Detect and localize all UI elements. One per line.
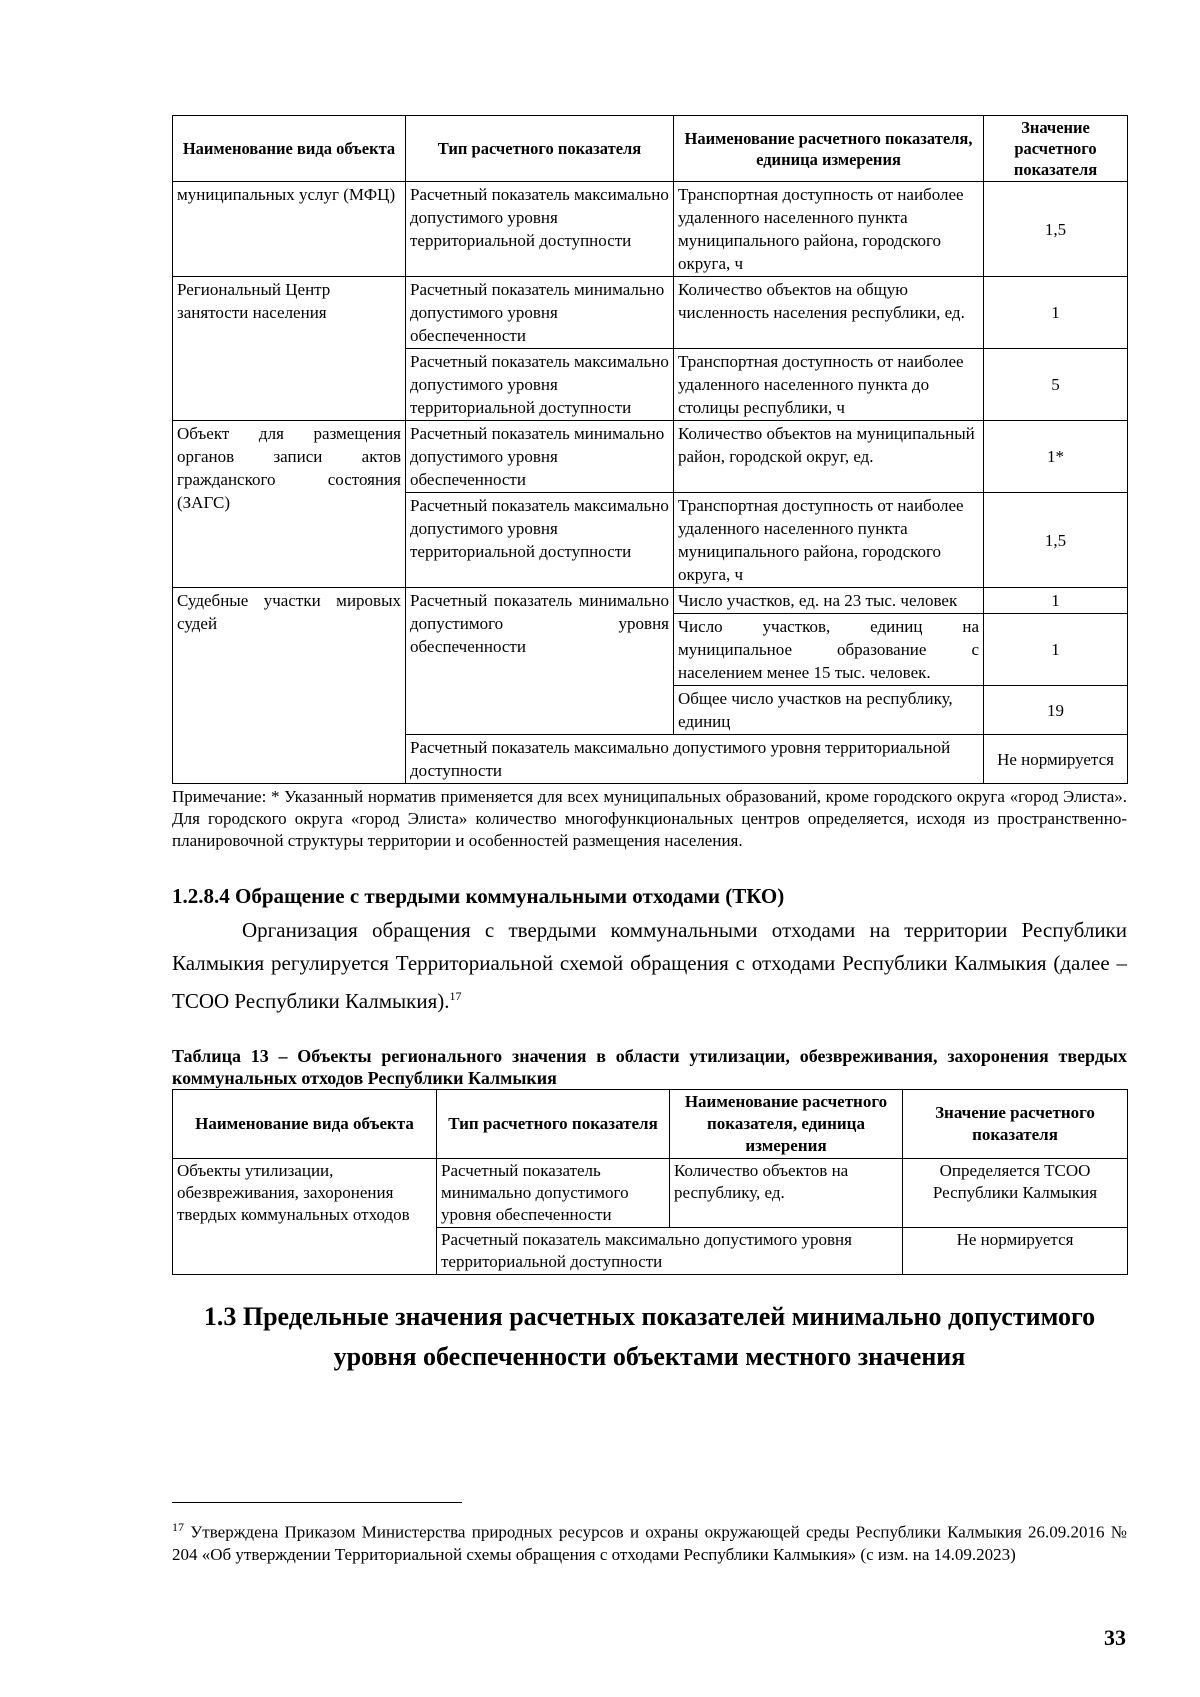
table-header-row bbox=[173, 116, 1128, 182]
cell-type: Расчетный показатель минимально допустимого уровня обеспеченности bbox=[406, 277, 674, 349]
cell-type: Расчетный показатель максимально допустимого уровня территориальной доступности bbox=[406, 182, 674, 277]
cell-name: Количество объектов на общую численность населения республики, ед. bbox=[674, 277, 984, 349]
cell-value: Определяется ТСОО Республики Калмыкия bbox=[903, 1159, 1128, 1228]
table-header-row bbox=[173, 1090, 1128, 1159]
cell-name: Общее число участков на республику, единиц bbox=[674, 686, 984, 735]
cell-type: Расчетный показатель минимально допустимого уровня обеспеченности bbox=[406, 588, 674, 735]
table-row bbox=[173, 1159, 1128, 1228]
table-row bbox=[173, 588, 1128, 614]
cell-value: 5 bbox=[984, 349, 1128, 421]
cell-value: 1,5 bbox=[984, 493, 1128, 588]
header-indicator-name: Наименование расчетного показателя, единица измерения bbox=[670, 1090, 903, 1159]
cell-object: Судебные участки мировых судей bbox=[173, 588, 406, 784]
cell-name: Число участков, единиц на муниципальное образование с населением менее 15 тыс. человек. bbox=[674, 614, 984, 686]
cell-value: Не нормируется bbox=[984, 735, 1128, 784]
section-heading: 1.3 Предельные значения расчетных показателей минимально допустимого уровня обеспеченности объектами местного значения bbox=[203, 1302, 1096, 1371]
cell-value: 1 bbox=[984, 588, 1128, 614]
table-12 bbox=[172, 115, 1128, 784]
cell-type: Расчетный показатель максимально допустимого уровня территориальной доступности bbox=[406, 493, 674, 588]
cell-object: муниципальных услуг (МФЦ) bbox=[173, 182, 406, 277]
header-indicator-name: Наименование расчетного показателя, единица измерения bbox=[674, 116, 984, 182]
cell-object: Объект для размещения органов записи актов гражданского состояния (ЗАГС) bbox=[173, 421, 406, 588]
subsection-heading: 1.2.8.4 Обращение с твердыми коммунальными отходами (ТКО) bbox=[172, 884, 785, 908]
footnote bbox=[172, 1516, 1127, 1566]
cell-value: Не нормируется bbox=[903, 1228, 1128, 1275]
page-number: 33 bbox=[1104, 1625, 1126, 1650]
cell-name: Количество объектов на муниципальный район, городской округ, ед. bbox=[674, 421, 984, 493]
cell-name: Транспортная доступность от наиболее удаленного населенного пункта до столицы республики, ч bbox=[674, 349, 984, 421]
cell-name: Транспортная доступность от наиболее удаленного населенного пункта муниципального района, городского округа, ч bbox=[674, 493, 984, 588]
cell-type: Расчетный показатель минимально допустимого уровня обеспеченности bbox=[406, 421, 674, 493]
footnote-divider bbox=[172, 1502, 462, 1503]
cell-object: Объекты утилизации, обезвреживания, захоронения твердых коммунальных отходов bbox=[173, 1159, 437, 1275]
page-content bbox=[172, 115, 1127, 1377]
cell-value: 1,5 bbox=[984, 182, 1128, 277]
table-row bbox=[173, 182, 1128, 277]
cell-value: 1 bbox=[984, 614, 1128, 686]
table-row bbox=[173, 277, 1128, 349]
table-caption: Таблица 13 – Объекты регионального значения в области утилизации, обезвреживания, захоронения твердых коммунальных отходов Республики Калмыкия bbox=[172, 1046, 1127, 1088]
cell-type: Расчетный показатель максимально допустимого уровня территориальной доступности bbox=[406, 735, 984, 784]
cell-type: Расчетный показатель максимально допустимого уровня территориальной доступности bbox=[406, 349, 674, 421]
header-object-type: Наименование вида объекта bbox=[173, 116, 406, 182]
table-row bbox=[173, 421, 1128, 493]
cell-type: Расчетный показатель минимально допустимого уровня обеспеченности bbox=[437, 1159, 670, 1228]
header-object-type: Наименование вида объекта bbox=[173, 1090, 437, 1159]
cell-name: Транспортная доступность от наиболее удаленного населенного пункта муниципального района, городского округа, ч bbox=[674, 182, 984, 277]
table-note: Примечание: * Указанный норматив применяется для всех муниципальных образований, кроме городского округа «город Элиста». Для городского округа «город Элиста» количество многофункциональных центров определяется, исходя из пространственно-планировочной структуры территории и особенностей размещения населения. bbox=[172, 787, 1127, 850]
cell-value: 1 bbox=[984, 277, 1128, 349]
cell-value: 1* bbox=[984, 421, 1128, 493]
footnote-number: 17 bbox=[172, 1520, 184, 1534]
header-indicator-type: Тип расчетного показателя bbox=[437, 1090, 670, 1159]
header-indicator-value: Значение расчетного показателя bbox=[903, 1090, 1128, 1159]
header-indicator-type: Тип расчетного показателя bbox=[406, 116, 674, 182]
cell-name: Число участков, ед. на 23 тыс. человек bbox=[674, 588, 984, 614]
footnote-text: Утверждена Приказом Министерства природных ресурсов и охраны окружающей среды Республики Калмыкия 26.09.2016 № 204 «Об утверждении Территориальной схемы обращения с отходами Республики Калмыкия» (с изм. на 14.09.2023) bbox=[172, 1522, 1127, 1564]
cell-name: Количество объектов на республику, ед. bbox=[670, 1159, 903, 1228]
footnote-ref: 17 bbox=[449, 989, 462, 1003]
cell-object: Региональный Центр занятости населения bbox=[173, 277, 406, 421]
table-13 bbox=[172, 1089, 1128, 1275]
body-paragraph bbox=[172, 914, 1127, 1018]
cell-value: 19 bbox=[984, 686, 1128, 735]
header-indicator-value: Значение расчетного показателя bbox=[984, 116, 1128, 182]
cell-type: Расчетный показатель максимально допустимого уровня территориальной доступности bbox=[437, 1228, 903, 1275]
paragraph-text: Организация обращения с твердыми коммунальными отходами на территории Республики Калмыкия регулируется Территориальной схемой обращения с отходами Республики Калмыкия (далее – ТСОО Республики Калмыкия). bbox=[172, 918, 1127, 1013]
